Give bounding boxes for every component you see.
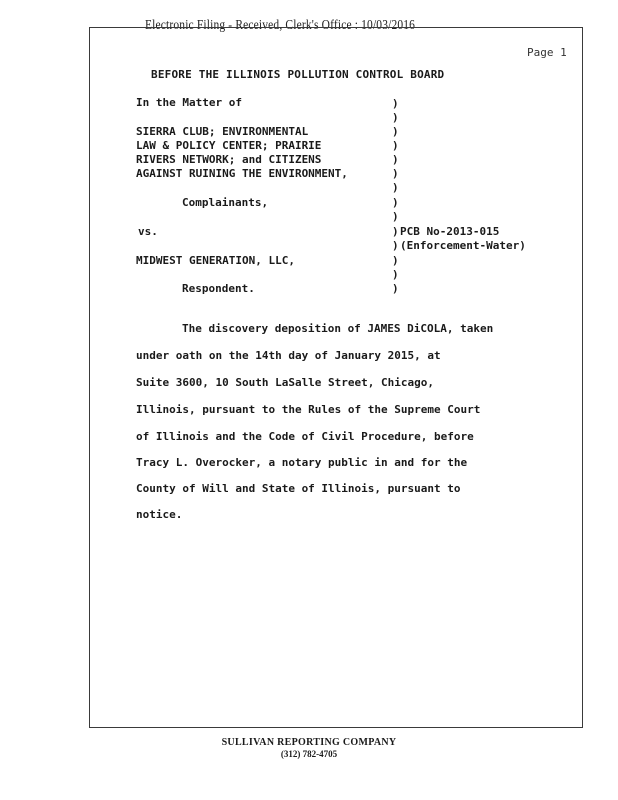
caption-paren: ) <box>392 97 399 110</box>
body-line: Tracy L. Overocker, a notary public in and for the <box>136 456 468 469</box>
caption-paren: ) <box>392 153 399 166</box>
body-line: Illinois, pursuant to the Rules of the Supreme Court <box>136 403 481 416</box>
reporting-company: SULLIVAN REPORTING COMPANY <box>221 737 397 748</box>
respondent-label: Respondent. <box>182 282 255 295</box>
caption-paren: ) <box>392 239 399 252</box>
body-line: Suite 3600, 10 South LaSalle Street, Chicago, <box>136 376 435 389</box>
board-title: BEFORE THE ILLINOIS POLLUTION CONTROL BOARD <box>151 68 445 81</box>
caption-paren: ) <box>392 125 399 138</box>
case-type: (Enforcement-Water) <box>400 239 526 252</box>
complainant-name-line: LAW & POLICY CENTER; PRAIRIE <box>136 139 322 152</box>
caption-paren: ) <box>392 225 399 238</box>
versus-label: vs. <box>138 225 158 238</box>
body-line: of Illinois and the Code of Civil Procedure, before <box>136 430 474 443</box>
caption-paren: ) <box>392 210 399 223</box>
reporting-phone: (312) 782-4705 <box>280 749 338 759</box>
filing-stamp: Electronic Filing - Received, Clerk's Office : 10/03/2016 <box>145 18 416 33</box>
complainants-label: Complainants, <box>182 196 269 209</box>
caption-paren: ) <box>392 139 399 152</box>
caption-paren: ) <box>392 282 399 295</box>
body-line: The discovery deposition of JAMES DiCOLA, taken <box>182 322 494 335</box>
caption-paren: ) <box>392 111 399 124</box>
page-number: Page 1 <box>527 46 567 59</box>
caption-paren: ) <box>392 268 399 281</box>
caption-paren: ) <box>392 254 399 267</box>
body-line: notice. <box>136 508 183 521</box>
caption-paren: ) <box>392 196 399 209</box>
caption-paren: ) <box>392 181 399 194</box>
caption-paren: ) <box>392 167 399 180</box>
body-line: County of Will and State of Illinois, pursuant to <box>136 482 461 495</box>
body-line: under oath on the 14th day of January 2015, at <box>136 349 441 362</box>
complainant-name-line: SIERRA CLUB; ENVIRONMENTAL <box>136 125 309 138</box>
complainant-name-line: AGAINST RUINING THE ENVIRONMENT, <box>136 167 348 180</box>
matter-line: In the Matter of <box>136 96 242 109</box>
complainant-name-line: RIVERS NETWORK; and CITIZENS <box>136 153 322 166</box>
respondent-name: MIDWEST GENERATION, LLC, <box>136 254 295 267</box>
case-number: PCB No-2013-015 <box>400 225 500 238</box>
